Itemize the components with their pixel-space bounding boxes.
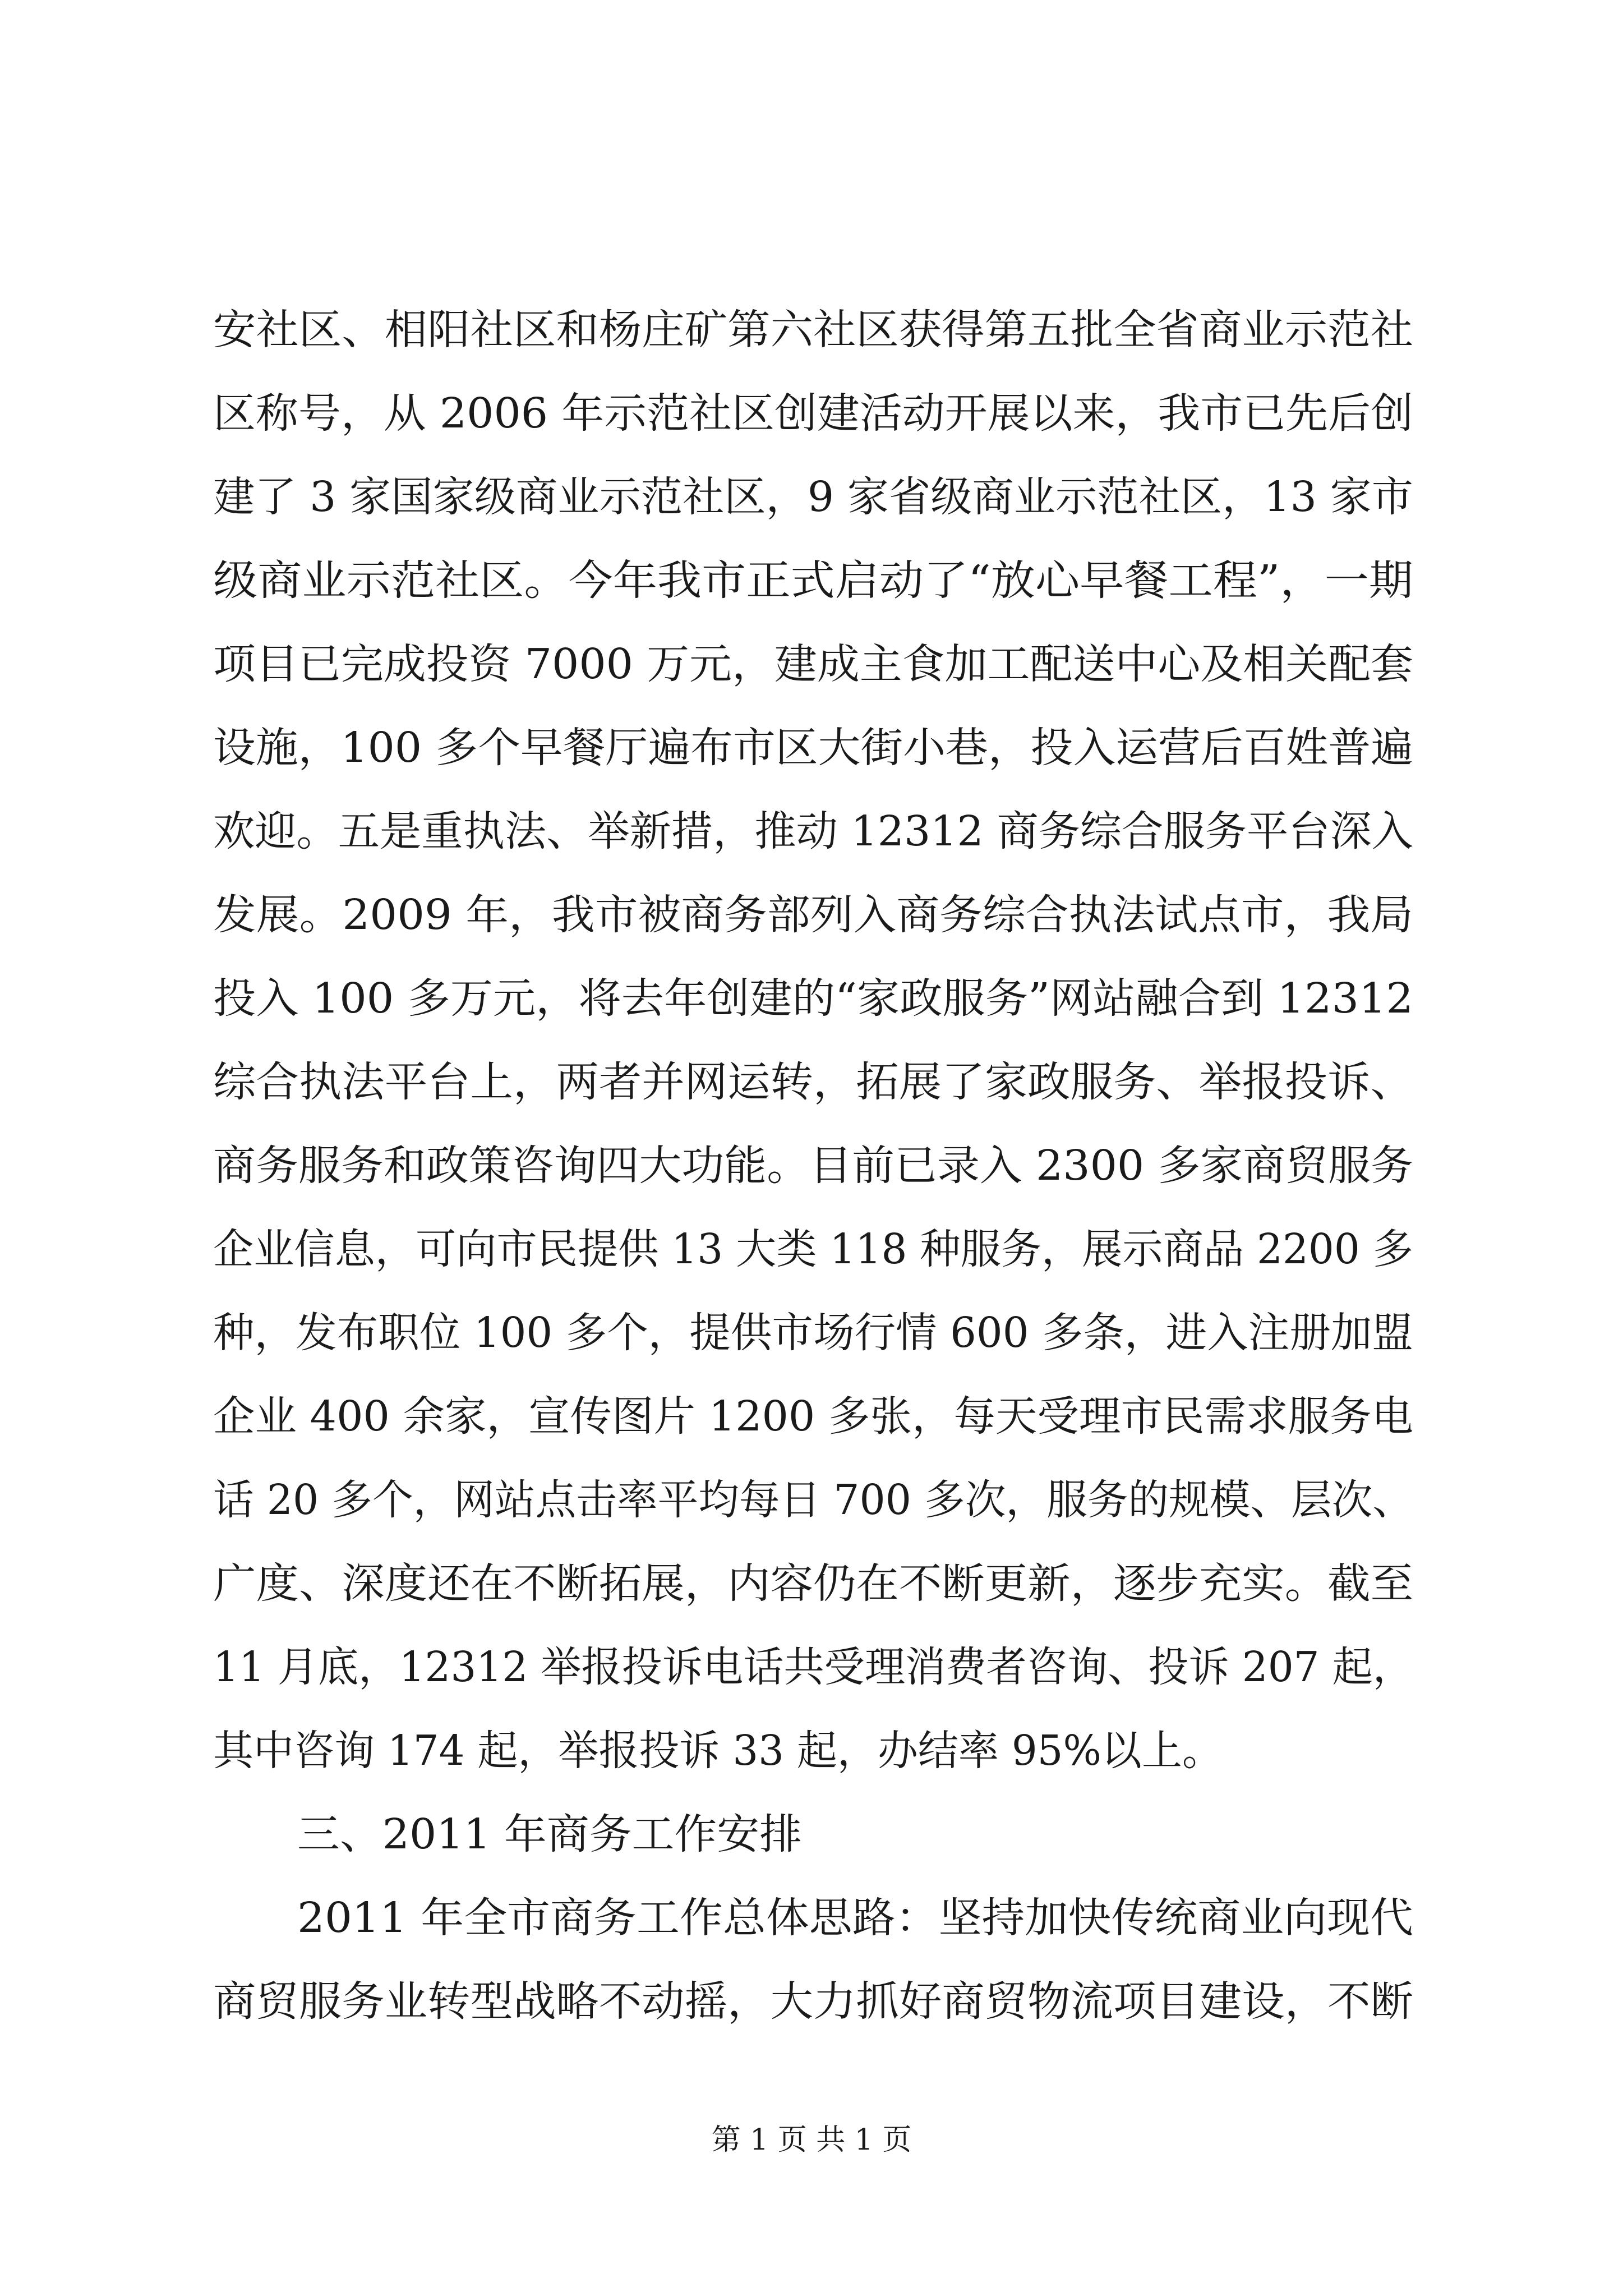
text-line — [0, 1472, 1623, 1528]
text-line — [0, 302, 1623, 358]
line-text: 区称号，从 2006 年示范社区创建活动开展以来，我市已先后创 — [213, 389, 1413, 438]
line-text: 企业 400 余家，宣传图片 1200 多张，每天受理市民需求服务电 — [213, 1392, 1413, 1441]
text-line — [0, 1054, 1623, 1110]
text-line — [0, 636, 1623, 692]
text-line — [0, 1388, 1623, 1444]
line-text: 商务服务和政策咨询四大功能。目前已录入 2300 多家商贸服务 — [213, 1142, 1413, 1190]
line-text: 商贸服务业转型战略不动摇，大力抓好商贸物流项目建设，不断 — [213, 1977, 1413, 2026]
text-line — [0, 1973, 1623, 2030]
text-line — [0, 1723, 1623, 1779]
text-line — [0, 553, 1623, 609]
text-line — [0, 469, 1623, 525]
line-text: 话 20 多个，网站点击率平均每日 700 多次，服务的规模、层次、 — [213, 1476, 1413, 1524]
line-text: 级商业示范社区。今年我市正式启动了“放心早餐工程”，一期 — [213, 556, 1413, 605]
text-line — [0, 1221, 1623, 1277]
line-text: 项目已完成投资 7000 万元，建成主食加工配送中心及相关配套 — [213, 640, 1413, 688]
text-line — [0, 887, 1623, 943]
text-line — [0, 1305, 1623, 1361]
line-text: 安社区、相阳社区和杨庄矿第六社区获得第五批全省商业示范社 — [213, 306, 1413, 354]
line-text: 广度、深度还在不断拓展，内容仍在不断更新，逐步充实。截至 — [213, 1559, 1413, 1608]
line-text: 建了 3 家国家级商业示范社区，9 家省级商业示范社区，13 家市 — [213, 473, 1413, 521]
text-line — [0, 1890, 1623, 1946]
page-footer — [0, 2120, 1623, 2160]
line-text: 设施，100 多个早餐厅遍布市区大街小巷，投入运营后百姓普遍 — [213, 724, 1413, 772]
line-text: 其中咨询 174 起，举报投诉 33 起，办结率 95%以上。 — [213, 1727, 1223, 1775]
line-text: 2011 年全市商务工作总体思路：坚持加快传统商业向现代 — [297, 1894, 1413, 1942]
text-line — [0, 385, 1623, 441]
text-line — [0, 1138, 1623, 1194]
line-text: 种，发布职位 100 多个，提供市场行情 600 多条，进入注册加盟 — [213, 1309, 1413, 1357]
page-number: 第 1 页 共 1 页 — [711, 2123, 912, 2157]
text-line — [0, 720, 1623, 776]
line-text: 投入 100 多万元，将去年创建的“家政服务”网站融合到 12312 — [213, 974, 1413, 1023]
heading-text: 三、2011 年商务工作安排 — [297, 1810, 802, 1858]
line-text: 企业信息，可向市民提供 13 大类 118 种服务，展示商品 2200 多 — [213, 1225, 1413, 1273]
line-text: 11 月底，12312 举报投诉电话共受理消费者咨询、投诉 207 起， — [213, 1643, 1413, 1691]
line-text: 发展。2009 年，我市被商务部列入商务综合执法试点市，我局 — [213, 891, 1413, 939]
section-heading — [0, 1806, 1623, 1862]
text-line — [0, 970, 1623, 1027]
line-text: 综合执法平台上，两者并网运转，拓展了家政服务、举报投诉、 — [213, 1058, 1413, 1106]
text-line — [0, 1556, 1623, 1612]
text-line — [0, 803, 1623, 859]
line-text: 欢迎。五是重执法、举新措，推动 12312 商务综合服务平台深入 — [213, 807, 1413, 855]
text-line — [0, 1639, 1623, 1695]
